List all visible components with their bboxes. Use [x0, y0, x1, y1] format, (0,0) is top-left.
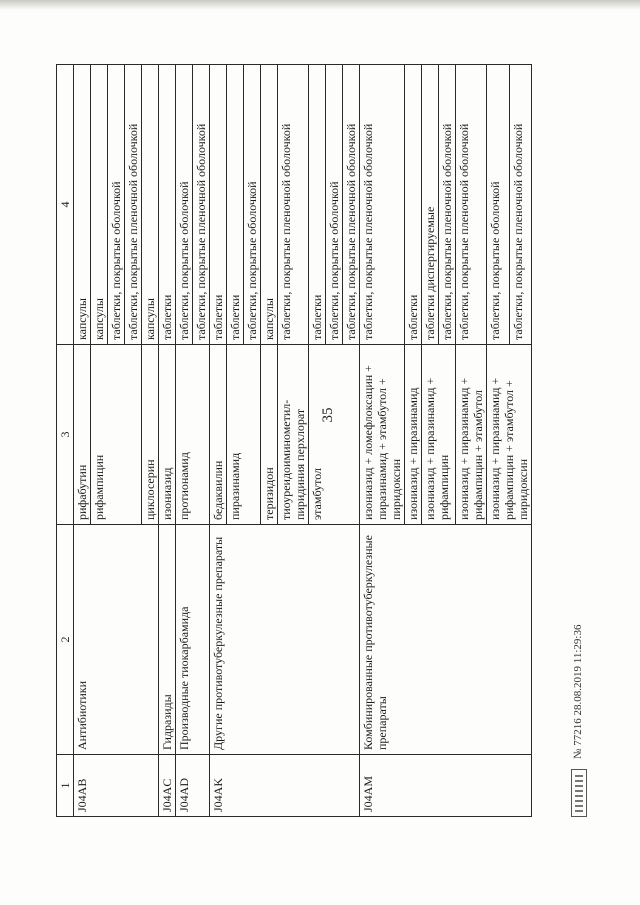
- cell-code: J04AB: [74, 755, 159, 817]
- cell-form: таблетки, покрытые пленочной оболочкой: [193, 65, 210, 345]
- header-col-4: 4: [57, 65, 74, 345]
- cell-form: таблетки, покрытые пленочной оболочкой: [456, 65, 487, 345]
- cell-form: капсулы: [261, 65, 278, 345]
- cell-group: Комбинированные противотуберкулезные препараты: [360, 525, 532, 755]
- barcode-icon: [571, 769, 587, 817]
- table-row: [74, 65, 91, 817]
- cell-drug: протионамид: [176, 345, 210, 525]
- cell-drug: теризидон: [261, 345, 278, 525]
- cell-group: Производные тиокарбамида: [176, 525, 210, 755]
- cell-group: Другие противотуберкулезные препараты: [210, 525, 360, 755]
- cell-drug: циклосерин: [142, 345, 159, 525]
- cell-form: таблетки: [159, 65, 176, 345]
- cell-form: таблетки, покрытые пленочной оболочкой: [125, 65, 142, 345]
- cell-code: J04AK: [210, 755, 360, 817]
- rotated-page-content: [40, 52, 600, 852]
- cell-drug: рифампицин: [91, 345, 142, 525]
- drug-table: [56, 64, 532, 817]
- cell-form: таблетки, покрытые пленочной оболочкой: [278, 65, 309, 345]
- cell-drug: изониазид + ломефлоксацин + пиразинамид + этамбутол + пиридоксин: [360, 345, 405, 525]
- cell-form: таблетки, покрытые оболочкой: [487, 65, 510, 345]
- cell-drug: тиоуреидоиминометил-пиридиния перхлорат: [278, 345, 309, 525]
- header-col-2: 2: [57, 525, 74, 755]
- stamp-text: № 77216 28.08.2019 11:29:36: [572, 624, 584, 759]
- cell-drug: бедаквилин: [210, 345, 227, 525]
- cell-drug: изониазид: [159, 345, 176, 525]
- cell-drug: этамбутол: [309, 345, 360, 525]
- header-col-3: 3: [57, 345, 74, 525]
- cell-form: таблетки: [405, 65, 422, 345]
- cell-form: таблетки, покрытые пленочной оболочкой: [360, 65, 405, 345]
- registration-stamp: [568, 257, 592, 817]
- table-row: [176, 65, 193, 817]
- cell-form: таблетки, покрытые пленочной оболочкой: [343, 65, 360, 345]
- cell-form: капсулы: [74, 65, 91, 345]
- cell-form: таблетки: [210, 65, 227, 345]
- cell-drug: изониазид + пиразинамид + рифампицин + этамбутол + пиридоксин: [487, 345, 532, 525]
- scan-edge: [0, 0, 640, 10]
- cell-code: J04AD: [176, 755, 210, 817]
- cell-form: таблетки, покрытые оболочкой: [326, 65, 343, 345]
- cell-drug: изониазид + пиразинамид: [405, 345, 422, 525]
- cell-form: таблетки, покрытые оболочкой: [244, 65, 261, 345]
- cell-group: Гидразиды: [159, 525, 176, 755]
- table-row: [159, 65, 176, 817]
- cell-form: таблетки, покрытые оболочкой: [176, 65, 193, 345]
- cell-form: таблетки диспергируемые: [422, 65, 439, 345]
- table-body: [74, 65, 532, 817]
- page-number: 35: [320, 407, 336, 423]
- cell-form: таблетки: [227, 65, 244, 345]
- cell-group: Антибиотики: [74, 525, 159, 755]
- table-row: [210, 65, 227, 817]
- cell-form: таблетки, покрытые пленочной оболочкой: [509, 65, 532, 345]
- cell-form: таблетки: [309, 65, 326, 345]
- cell-code: J04AM: [360, 755, 532, 817]
- cell-form: таблетки, покрытые пленочной оболочкой: [439, 65, 456, 345]
- cell-form: капсулы: [91, 65, 108, 345]
- cell-drug: рифабутин: [74, 345, 91, 525]
- header-col-1: 1: [57, 755, 74, 817]
- table-header-row: [57, 65, 74, 817]
- cell-drug: изониазид + пиразинамид + рифампицин + этамбутол: [456, 345, 487, 525]
- cell-form: таблетки, покрытые оболочкой: [108, 65, 125, 345]
- cell-form: капсулы: [142, 65, 159, 345]
- cell-code: J04AC: [159, 755, 176, 817]
- cell-drug: пиразинамид: [227, 345, 261, 525]
- cell-drug: изониазид + пиразинамид + рифампицин: [422, 345, 456, 525]
- table-row: [360, 65, 405, 817]
